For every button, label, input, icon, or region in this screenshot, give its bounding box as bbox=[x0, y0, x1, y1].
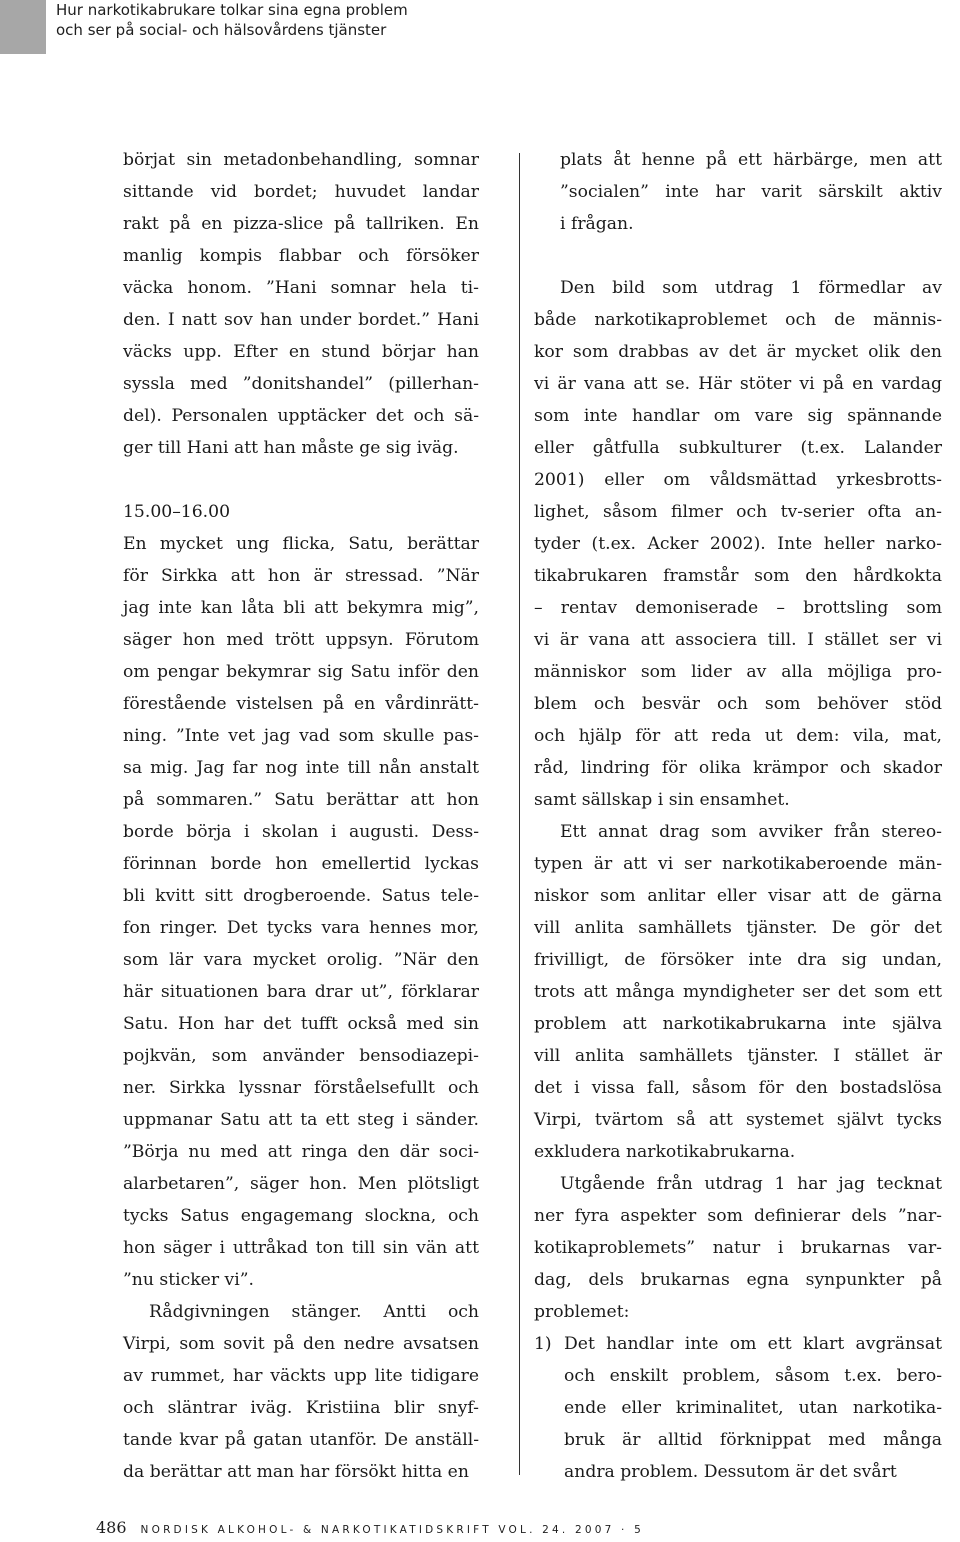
text-line: lighet, såsom filmer och tv-serier ofta an- bbox=[534, 502, 942, 522]
text-line: sittande vid bordet; huvudet landar bbox=[123, 182, 479, 202]
text-line: tikabrukaren framstår som den hårdkokta bbox=[534, 566, 942, 586]
text-line: Utgående från utdrag 1 har jag tecknat bbox=[560, 1174, 942, 1194]
text-line: borde börja i skolan i augusti. Dess- bbox=[123, 822, 479, 842]
text-line: uppmanar Satu att ta ett steg i sänder. bbox=[123, 1110, 479, 1130]
right-paragraph-2 bbox=[534, 272, 942, 816]
text-line: da berättar att man har försökt hitta en bbox=[123, 1462, 469, 1482]
running-header-line-2: och ser på social- och hälsovårdens tjänster bbox=[56, 21, 387, 39]
text-line: den. I natt sov han under bordet.” Hani bbox=[123, 310, 479, 330]
text-line: i frågan. bbox=[560, 214, 634, 234]
running-header bbox=[56, 0, 656, 40]
text-line: om pengar bekymrar sig Satu inför den bbox=[123, 662, 479, 682]
text-line: blem och besvär och som behöver stöd bbox=[534, 694, 942, 714]
text-line: problem att narkotikabrukarna inte själva bbox=[534, 1014, 942, 1034]
text-line: som lär vara mycket orolig. ”När den bbox=[123, 950, 479, 970]
page-number: 486 bbox=[96, 1518, 127, 1537]
text-line: kotikaproblemets” natur i brukarnas var- bbox=[534, 1238, 942, 1258]
header-color-block bbox=[0, 0, 46, 54]
text-line: En mycket ung flicka, Satu, berättar bbox=[123, 534, 479, 554]
text-line: ”socialen” inte har varit särskilt aktiv bbox=[560, 182, 942, 202]
text-line: tycks Satus engagemang slockna, och bbox=[123, 1206, 479, 1226]
running-header-line-1: Hur narkotikabrukare tolkar sina egna problem bbox=[56, 1, 408, 19]
text-line: niskor som anlitar eller visar att de gärna bbox=[534, 886, 942, 906]
text-line: och hjälp för att reda ut dem: vila, mat, bbox=[534, 726, 942, 746]
text-line: för Sirkka att hon är stressad. ”När bbox=[123, 566, 479, 586]
text-line: ner. Sirkka lyssnar förståelsefullt och bbox=[123, 1078, 479, 1098]
text-line: fon ringer. Det tycks vara hennes mor, bbox=[123, 918, 479, 938]
text-line: 2001) eller om våldsmättad yrkesbrotts- bbox=[534, 470, 942, 490]
time-heading bbox=[123, 496, 479, 528]
page-footer bbox=[96, 1518, 644, 1542]
list-item-1 bbox=[534, 1328, 942, 1488]
text-line: pojkvän, som använder bensodiazepi- bbox=[123, 1046, 479, 1066]
text-line: samt sällskap i sin ensamhet. bbox=[534, 790, 790, 810]
paragraph-gap bbox=[123, 464, 479, 496]
text-line: som inte handlar om vare sig spännande bbox=[534, 406, 942, 426]
left-paragraph-2 bbox=[123, 528, 479, 1296]
text-line: ”Börja nu med att ringa den där soci- bbox=[123, 1142, 479, 1162]
text-line: jag inte kan låta bli att bekymra mig”, bbox=[123, 598, 479, 618]
text-line: ”nu sticker vi”. bbox=[123, 1270, 254, 1290]
text-line: Satu. Hon har det tufft också med sin bbox=[123, 1014, 479, 1034]
text-line: och släntrar iväg. Kristiina blir snyf- bbox=[123, 1398, 479, 1418]
text-line: kor som drabbas av det är mycket olik den bbox=[534, 342, 942, 362]
text-line: – rentav demoniserade – brottsling som bbox=[534, 598, 942, 618]
text-line: vill anlita samhällets tjänster. De gör det bbox=[534, 918, 942, 938]
text-line: Rådgivningen stänger. Antti och bbox=[149, 1302, 479, 1322]
text-line: det i vissa fall, såsom för den bostadslösa bbox=[534, 1078, 942, 1098]
text-line: bruk är alltid förknippat med många bbox=[564, 1430, 942, 1450]
text-line: vi är vana att associera till. I stället ser vi bbox=[534, 630, 942, 650]
left-column bbox=[123, 144, 479, 1488]
text-line: vi är vana att se. Här stöter vi på en vardag bbox=[534, 374, 942, 394]
text-line: bli kvitt sitt drogberoende. Satus tele- bbox=[123, 886, 479, 906]
text-line: vill anlita samhällets tjänster. I stället är bbox=[534, 1046, 942, 1066]
text-line: här situationen bara drar ut”, förklarar bbox=[123, 982, 479, 1002]
left-paragraph-3 bbox=[123, 1296, 479, 1488]
text-line: trots att många myndigheter ser det som ett bbox=[534, 982, 942, 1002]
text-line: säger hon med trött uppsyn. Förutom bbox=[123, 630, 479, 650]
text-line: tande kvar på gatan utanför. De anställ- bbox=[123, 1430, 479, 1450]
text-line: tyder (t.ex. Acker 2002). Inte heller narko- bbox=[534, 534, 942, 554]
text-line: ner fyra aspekter som definierar dels ”nar- bbox=[534, 1206, 942, 1226]
text-line: väcks upp. Efter en stund börjar han bbox=[123, 342, 479, 362]
text-line: ende eller kriminalitet, utan narkotika- bbox=[564, 1398, 942, 1418]
text-line: exkludera narkotikabrukarna. bbox=[534, 1142, 796, 1162]
text-line: Den bild som utdrag 1 förmedlar av bbox=[560, 278, 942, 298]
text-line: andra problem. Dessutom är det svårt bbox=[564, 1462, 897, 1482]
text-line: och enskilt problem, såsom t.ex. bero- bbox=[564, 1366, 942, 1386]
text-line: del). Personalen upptäcker det och sä- bbox=[123, 406, 479, 426]
text-line: manlig kompis flabbar och försöker bbox=[123, 246, 479, 266]
right-paragraph-1 bbox=[534, 144, 942, 240]
text-line: väcka honom. ”Hani somnar hela ti- bbox=[123, 278, 479, 298]
right-column bbox=[534, 144, 942, 1488]
paragraph-gap bbox=[534, 240, 942, 272]
text-line: förestående vistelsen på en vårdinrätt- bbox=[123, 694, 479, 714]
list-item-text bbox=[564, 1328, 942, 1488]
list-number: 1) bbox=[534, 1334, 552, 1354]
text-line: förinnan borde hon emellertid lyckas bbox=[123, 854, 479, 874]
text-line: plats åt henne på ett härbärge, men att bbox=[560, 150, 942, 170]
time-heading-text: 15.00–16.00 bbox=[123, 502, 231, 522]
text-line: rakt på en pizza-slice på tallriken. En bbox=[123, 214, 479, 234]
text-line: alarbetaren”, säger hon. Men plötsligt bbox=[123, 1174, 479, 1194]
journal-name: NORDISK ALKOHOL- & NARKOTIKATIDSKRIFT VOL. 24. 2007 · 5 bbox=[140, 1524, 644, 1536]
text-line: ning. ”Inte vet jag vad som skulle pas- bbox=[123, 726, 479, 746]
text-line: råd, lindring för olika krämpor och skador bbox=[534, 758, 942, 778]
text-line: ger till Hani att han måste ge sig iväg. bbox=[123, 438, 459, 458]
text-line: hon säger i uttråkad ton till sin vän att bbox=[123, 1238, 479, 1258]
text-line: sa mig. Jag far nog inte till nån anstalt bbox=[123, 758, 479, 778]
text-line: Ett annat drag som avviker från stereo- bbox=[560, 822, 942, 842]
text-line: både narkotikaproblemet och de männis- bbox=[534, 310, 942, 330]
text-line: av rummet, har väckts upp lite tidigare bbox=[123, 1366, 479, 1386]
text-line: eller gåtfulla subkulturer (t.ex. Lalander bbox=[534, 438, 942, 458]
text-line: på sommaren.” Satu berättar att hon bbox=[123, 790, 479, 810]
text-line: börjat sin metadonbehandling, somnar bbox=[123, 150, 479, 170]
text-line: problemet: bbox=[534, 1302, 630, 1322]
text-line: människor som lider av alla möjliga pro- bbox=[534, 662, 942, 682]
right-paragraph-3 bbox=[534, 816, 942, 1168]
right-paragraph-4 bbox=[534, 1168, 942, 1328]
column-rule bbox=[519, 153, 520, 1475]
text-line: syssla med ”donitshandel” (pillerhan- bbox=[123, 374, 479, 394]
text-line: Virpi, tvärtom så att systemet självt tycks bbox=[534, 1110, 942, 1130]
text-line: Det handlar inte om ett klart avgränsat bbox=[564, 1334, 942, 1354]
text-line: frivilligt, de försöker inte dra sig undan, bbox=[534, 950, 942, 970]
left-paragraph-1 bbox=[123, 144, 479, 464]
text-line: typen är att vi ser narkotikaberoende män- bbox=[534, 854, 942, 874]
text-line: Virpi, som sovit på den nedre avsatsen bbox=[123, 1334, 479, 1354]
text-line: dag, dels brukarnas egna synpunkter på bbox=[534, 1270, 942, 1290]
